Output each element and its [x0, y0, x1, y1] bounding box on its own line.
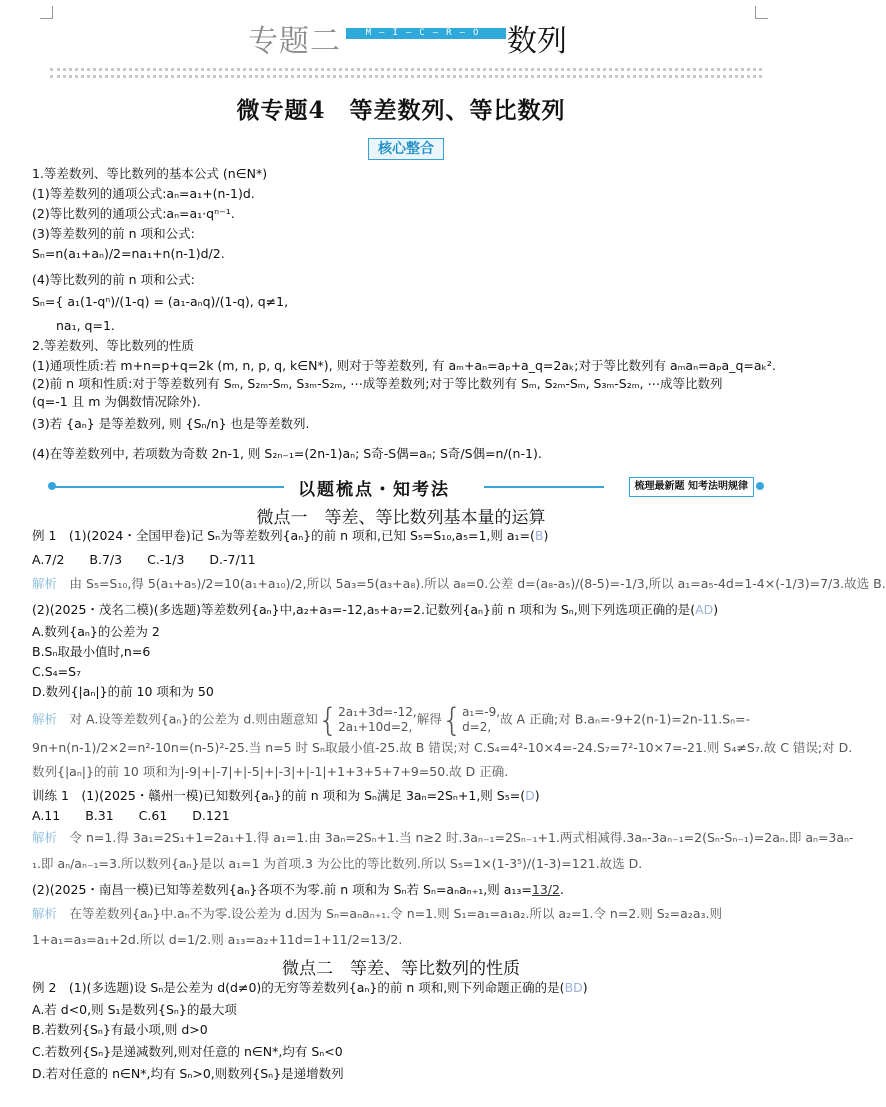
micro-band: M—I—C—R—O	[346, 28, 506, 39]
solution-line: 解析 令 n=1.得 3a₁=2S₁+1=2a₁+1.得 a₁=1.由 3aₙ=2Sₙ+1.当 n≥2 时.3aₙ₋₁=2Sₙ₋₁+1.两式相减得.3aₙ-3aₙ₋₁=2(Sₙ-Sₙ₋₁)=2aₙ.即 aₙ=3aₙ-	[32, 830, 854, 845]
option-line: D.数列{|aₙ|}的前 10 项和为 50	[32, 684, 214, 699]
chapter-topic: 数列	[507, 24, 567, 59]
options-line: A.7/2 B.7/3 C.-1/3 D.-7/11	[32, 552, 256, 567]
text-line: (4)等比数列的前 n 项和公式:	[32, 272, 195, 287]
text-line: (4)在等差数列中, 若项数为奇数 2n-1, 则 S₂ₙ₋₁=(2n-1)aₙ; S奇-S偶=aₙ; S奇/S偶=n/(n-1).	[32, 446, 542, 461]
solution-tag: 解析	[32, 576, 58, 591]
question-line: (2)(2025・茂名二模)(多选题)等差数列{aₙ}中,a₂+a₃=-12,a₅+a₇=2.记数列{aₙ}前 n 项和为 Sₙ,则下列选项正确的是(AD)	[32, 602, 719, 617]
divider-dotted	[50, 75, 762, 78]
formula-line: Sₙ=n(a₁+aₙ)/2=na₁+n(n-1)d/2.	[32, 246, 225, 261]
solution-line: ₁.即 aₙ/aₙ₋₁=3.所以数列{aₙ}是以 a₁=1 为首项.3 为公比的等比数列.所以 S₅=1×(1-3⁵)/(1-3)=121.故选 D.	[32, 856, 643, 871]
formula-line: na₁, q=1.	[56, 318, 115, 333]
banner-box: 梳理最新题 知考法明规律	[629, 477, 754, 497]
answer: B	[534, 528, 544, 543]
question-line: 训练 1 (1)(2025・赣州一模)已知数列{aₙ}的前 n 项和为 Sₙ满足 3aₙ=2Sₙ+1,则 S₅=(D)	[32, 788, 540, 803]
formula-line: Sₙ={ a₁(1-qⁿ)/(1-q) = (a₁-aₙq)/(1-q), q≠1,	[32, 294, 289, 309]
banner-dot	[756, 482, 764, 490]
option-line: A.若 d<0,则 S₁是数列{Sₙ}的最大项	[32, 1002, 237, 1017]
banner-line	[484, 486, 604, 488]
question-line: 例 2 (1)(多选题)设 Sₙ是公差为 d(d≠0)的无穷等差数列{aₙ}的前 n 项和,则下列命题正确的是(BD)	[32, 980, 588, 995]
answer: BD	[564, 980, 583, 995]
question-line: 例 1 (1)(2024・全国甲卷)记 Sₙ为等差数列{aₙ}的前 n 项和,已知 S₅=S₁₀,a₅=1,则 a₁=(B)	[32, 528, 549, 543]
page-title: 微专题4 等差数列、等比数列	[236, 97, 566, 124]
question-line: (2)(2025・南昌一模)已知等差数列{aₙ}各项不为零.前 n 项和为 Sₙ若 Sₙ=aₙaₙ₊₁,则 a₁₃=13/2.	[32, 882, 564, 897]
text-line: (2)等比数列的通项公式:aₙ=a₁·qⁿ⁻¹.	[32, 206, 235, 221]
text-line: (q=-1 且 m 为偶数情况除外).	[32, 394, 201, 409]
text-line: 2.等差数列、等比数列的性质	[32, 338, 194, 353]
text-line: 1.等差数列、等比数列的基本公式 (n∈N*)	[32, 166, 268, 181]
text-line: (3)等差数列的前 n 项和公式:	[32, 226, 195, 241]
banner-line	[54, 486, 284, 488]
solution-line: 1+a₁=a₃=a₁+2d.所以 d=1/2.则 a₁₃=a₂+11d=1+11/2=13/2.	[32, 932, 403, 947]
text-line: (2)前 n 项和性质:对于等差数列有 Sₘ, S₂ₘ-Sₘ, S₃ₘ-S₂ₘ, ⋯成等差数列;对于等比数列有 Sₘ, S₂ₘ-Sₘ, S₃ₘ-S₂ₘ, ⋯成等比数列	[32, 376, 723, 391]
options-line: A.11 B.31 C.61 D.121	[32, 808, 230, 823]
option-line: A.数列{aₙ}的公差为 2	[32, 624, 160, 639]
option-line: C.若数列{Sₙ}是递减数列,则对任意的 n∈N*,均有 Sₙ<0	[32, 1044, 343, 1059]
chapter-label: 专题二	[248, 24, 341, 59]
answer: 13/2	[531, 882, 560, 897]
chapter-header	[0, 12, 802, 59]
text-line: (1)等差数列的通项公式:aₙ=a₁+(n-1)d.	[32, 186, 255, 201]
solution-tag: 解析	[32, 906, 58, 921]
solution-tag: 解析	[32, 711, 58, 727]
divider-dotted	[50, 68, 762, 71]
section-banner	[48, 475, 764, 499]
banner-title: 以题梳点・知考法	[298, 480, 450, 500]
answer: D	[525, 788, 535, 803]
text-line: (3)若 {aₙ} 是等差数列, 则 {Sₙ/n} 也是等差数列.	[32, 416, 310, 431]
option-line: C.S₄=S₇	[32, 664, 82, 679]
option-line: D.若对任意的 n∈N*,均有 Sₙ>0,则数列{Sₙ}是递增数列	[32, 1066, 344, 1081]
option-line: B.若数列{Sₙ}有最小项,则 d>0	[32, 1022, 208, 1037]
section-badge: 核心整合	[368, 138, 444, 160]
solution-line: 解析 对 A.设等差数列{aₙ}的公差为 d.则由题意知{2a₁+3d=-12, 2a₁+10d=2,解得{a₁=-9, d=2,故 A 正确;对 B.aₙ=-9+2(n-1)=2n-11.Sₙ=-	[32, 701, 751, 739]
solution-line: 解析 由 S₅=S₁₀,得 5(a₁+a₅)/2=10(a₁+a₁₀)/2,所以 5a₃=5(a₃+a₈).所以 a₈=0.公差 d=(a₈-a₅)/(8-5)=-1/3,所以 a₁=a₅-4d=1-4×(-1/3)=7/3.故选 B.	[32, 576, 886, 591]
text-line: (1)通项性质:若 m+n=p+q=2k (m, n, p, q, k∈N*), 则对于等差数列, 有 aₘ+aₙ=aₚ+a_q=2aₖ;对于等比数列有 aₘaₙ=aₚa_q=aₖ².	[32, 358, 776, 373]
option-line: B.Sₙ取最小值时,n=6	[32, 644, 151, 659]
solution-line: 9n+n(n-1)/2×2=n²-10n=(n-5)²-25.当 n=5 时 Sₙ取最小值-25.故 B 错误;对 C.S₄=4²-10×4=-24.S₇=7²-10×7=-21.则 S₄≠S₇.故 C 错误;对 D.	[32, 740, 853, 755]
section-heading: 微点二 等差、等比数列的性质	[282, 959, 520, 979]
solution-line: 数列{|aₙ|}的前 10 项和为|-9|+|-7|+|-5|+|-3|+|-1|+1+3+5+7+9=50.故 D 正确.	[32, 764, 509, 779]
answer: AD	[695, 602, 714, 617]
section-heading: 微点一 等差、等比数列基本量的运算	[256, 508, 546, 528]
solution-line: 解析 在等差数列{aₙ}中.aₙ不为零.设公差为 d.因为 Sₙ=aₙaₙ₊₁.令 n=1.则 S₁=a₁=a₁a₂.所以 a₂=1.令 n=2.则 S₂=a₂a₃.则	[32, 906, 722, 921]
solution-tag: 解析	[32, 830, 58, 845]
